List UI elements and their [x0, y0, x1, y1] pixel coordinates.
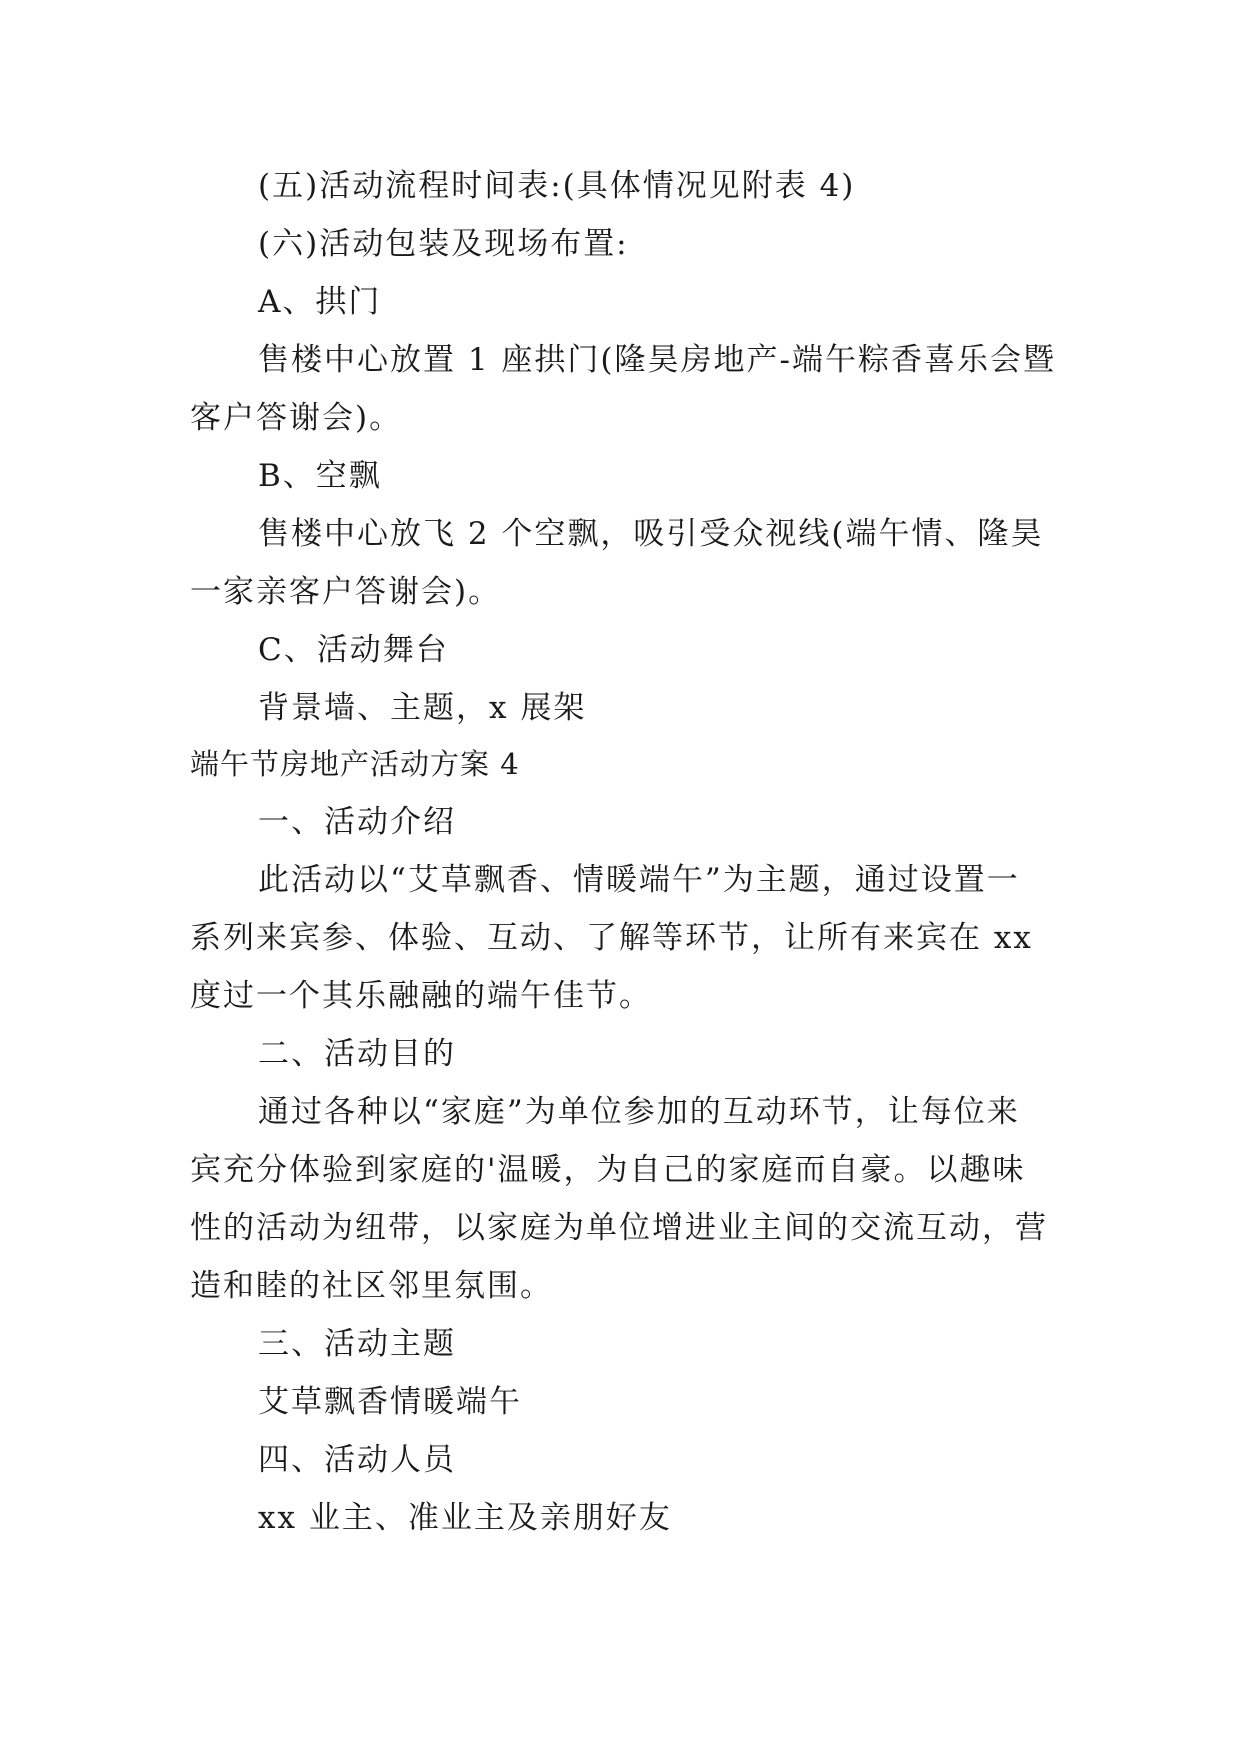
paragraph-line: 造和睦的社区邻里氛围。 — [190, 1268, 553, 1304]
participants-text: xx 业主、准业主及亲朋好友 — [258, 1500, 672, 1536]
theme-heading: 三、活动主题 — [258, 1326, 456, 1362]
paragraph-line: 一家亲客户答谢会)。 — [190, 574, 502, 610]
paragraph-line: 售楼中心放飞 2 个空飘，吸引受众视线(端午情、隆昊 — [258, 516, 1044, 552]
arch-subheading: A、拱门 — [258, 284, 382, 320]
paragraph-line: 此活动以“艾草飘香、情暖端午”为主题，通过设置一 — [258, 862, 1020, 898]
stage-subheading: C、活动舞台 — [258, 632, 449, 668]
paragraph-line: 系列来宾参、体验、互动、了解等环节，让所有来宾在 xx — [190, 920, 1033, 956]
theme-text: 艾草飘香情暖端午 — [258, 1384, 522, 1420]
paragraph-line: 背景墙、主题，x 展架 — [258, 690, 587, 726]
schedule-heading: (五)活动流程时间表:(具体情况见附表 4) — [258, 168, 856, 204]
participants-heading: 四、活动人员 — [258, 1442, 456, 1478]
paragraph-line: 售楼中心放置 1 座拱门(隆昊房地产-端午粽香喜乐会暨 — [258, 342, 1056, 378]
paragraph-line: 宾充分体验到家庭的'温暖，为自己的家庭而自豪。以趣味 — [190, 1152, 1026, 1188]
paragraph-line: 度过一个其乐融融的端午佳节。 — [190, 978, 652, 1014]
paragraph-line: 性的活动为纽带，以家庭为单位增进业主间的交流互动，营 — [190, 1210, 1048, 1246]
intro-heading: 一、活动介绍 — [258, 804, 456, 840]
section-title: 端午节房地产活动方案 4 — [190, 747, 520, 781]
paragraph-line: 通过各种以“家庭”为单位参加的互动环节，让每位来 — [258, 1094, 1020, 1130]
purpose-heading: 二、活动目的 — [258, 1036, 456, 1072]
balloon-subheading: B、空飘 — [258, 458, 382, 494]
packaging-heading: (六)活动包装及现场布置: — [258, 226, 629, 262]
paragraph-line: 客户答谢会)。 — [190, 400, 403, 436]
